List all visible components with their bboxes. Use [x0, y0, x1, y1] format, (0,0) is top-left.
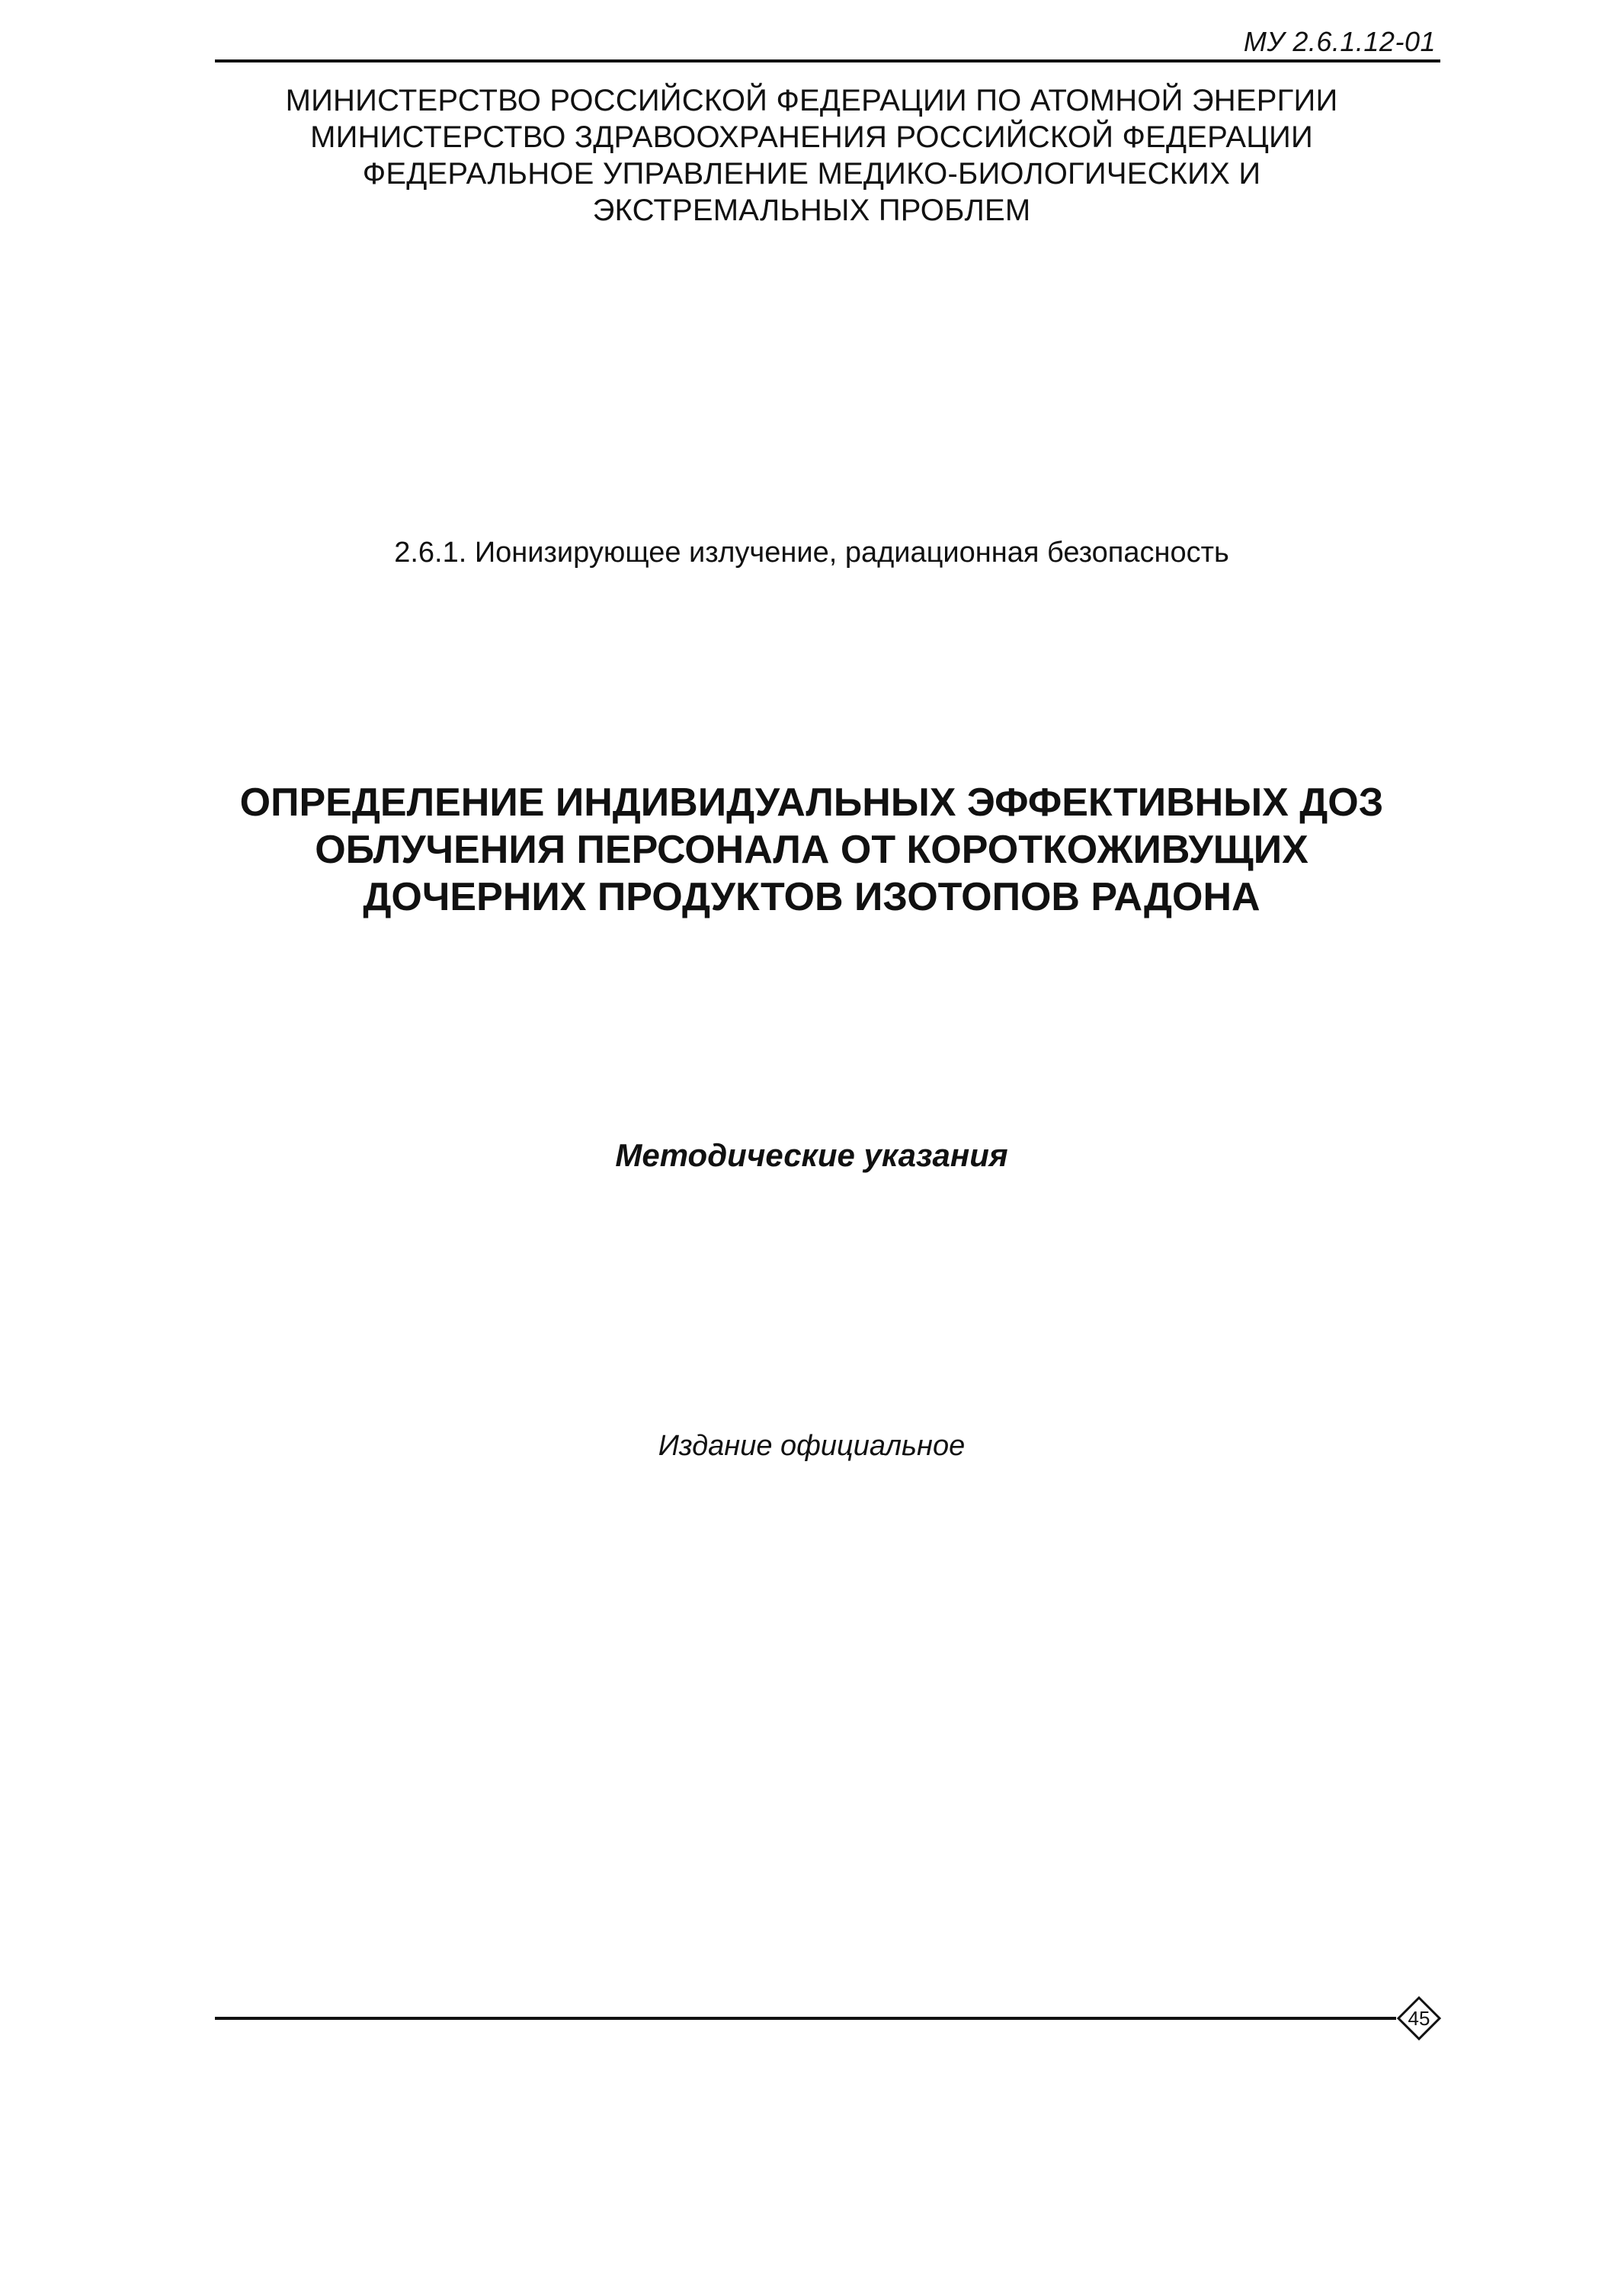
title-line: ОПРЕДЕЛЕНИЕ ИНДИВИДУАЛЬНЫХ ЭФФЕКТИВНЫХ ДОЗ — [239, 781, 1384, 825]
footer-rule — [215, 2017, 1396, 2020]
organization-line: ЭКСТРЕМАЛЬНЫХ ПРОБЛЕМ — [592, 194, 1031, 227]
page-number: 45 — [1408, 2007, 1430, 2030]
organization-line: МИНИСТЕРСТВО РОССИЙСКОЙ ФЕДЕРАЦИИ ПО АТОМНОЙ ЭНЕРГИИ — [285, 84, 1338, 117]
document-title — [191, 779, 1433, 921]
document-type: Методические указания — [615, 1137, 1008, 1173]
title-line: ДОЧЕРНИХ ПРОДУКТОВ ИЗОТОПОВ РАДОНА — [363, 875, 1260, 919]
title-line: ОБЛУЧЕНИЯ ПЕРСОНАЛА ОТ КОРОТКОЖИВУЩИХ — [315, 828, 1308, 872]
organization-line: ФЕДЕРАЛЬНОЕ УПРАВЛЕНИЕ МЕДИКО-БИОЛОГИЧЕСКИХ И — [362, 157, 1261, 191]
header-rule — [215, 59, 1440, 63]
organization-line: МИНИСТЕРСТВО ЗДРАВООХРАНЕНИЯ РОССИЙСКОЙ ФЕДЕРАЦИИ — [310, 120, 1313, 154]
edition-note: Издание официальное — [658, 1430, 966, 1462]
section-heading: 2.6.1. Ионизирующее излучение, радиационная безопасность — [394, 537, 1229, 569]
page-number-badge — [1396, 1995, 1442, 2041]
organizations-block — [229, 82, 1395, 229]
document-code: МУ 2.6.1.12-01 — [1243, 26, 1436, 57]
